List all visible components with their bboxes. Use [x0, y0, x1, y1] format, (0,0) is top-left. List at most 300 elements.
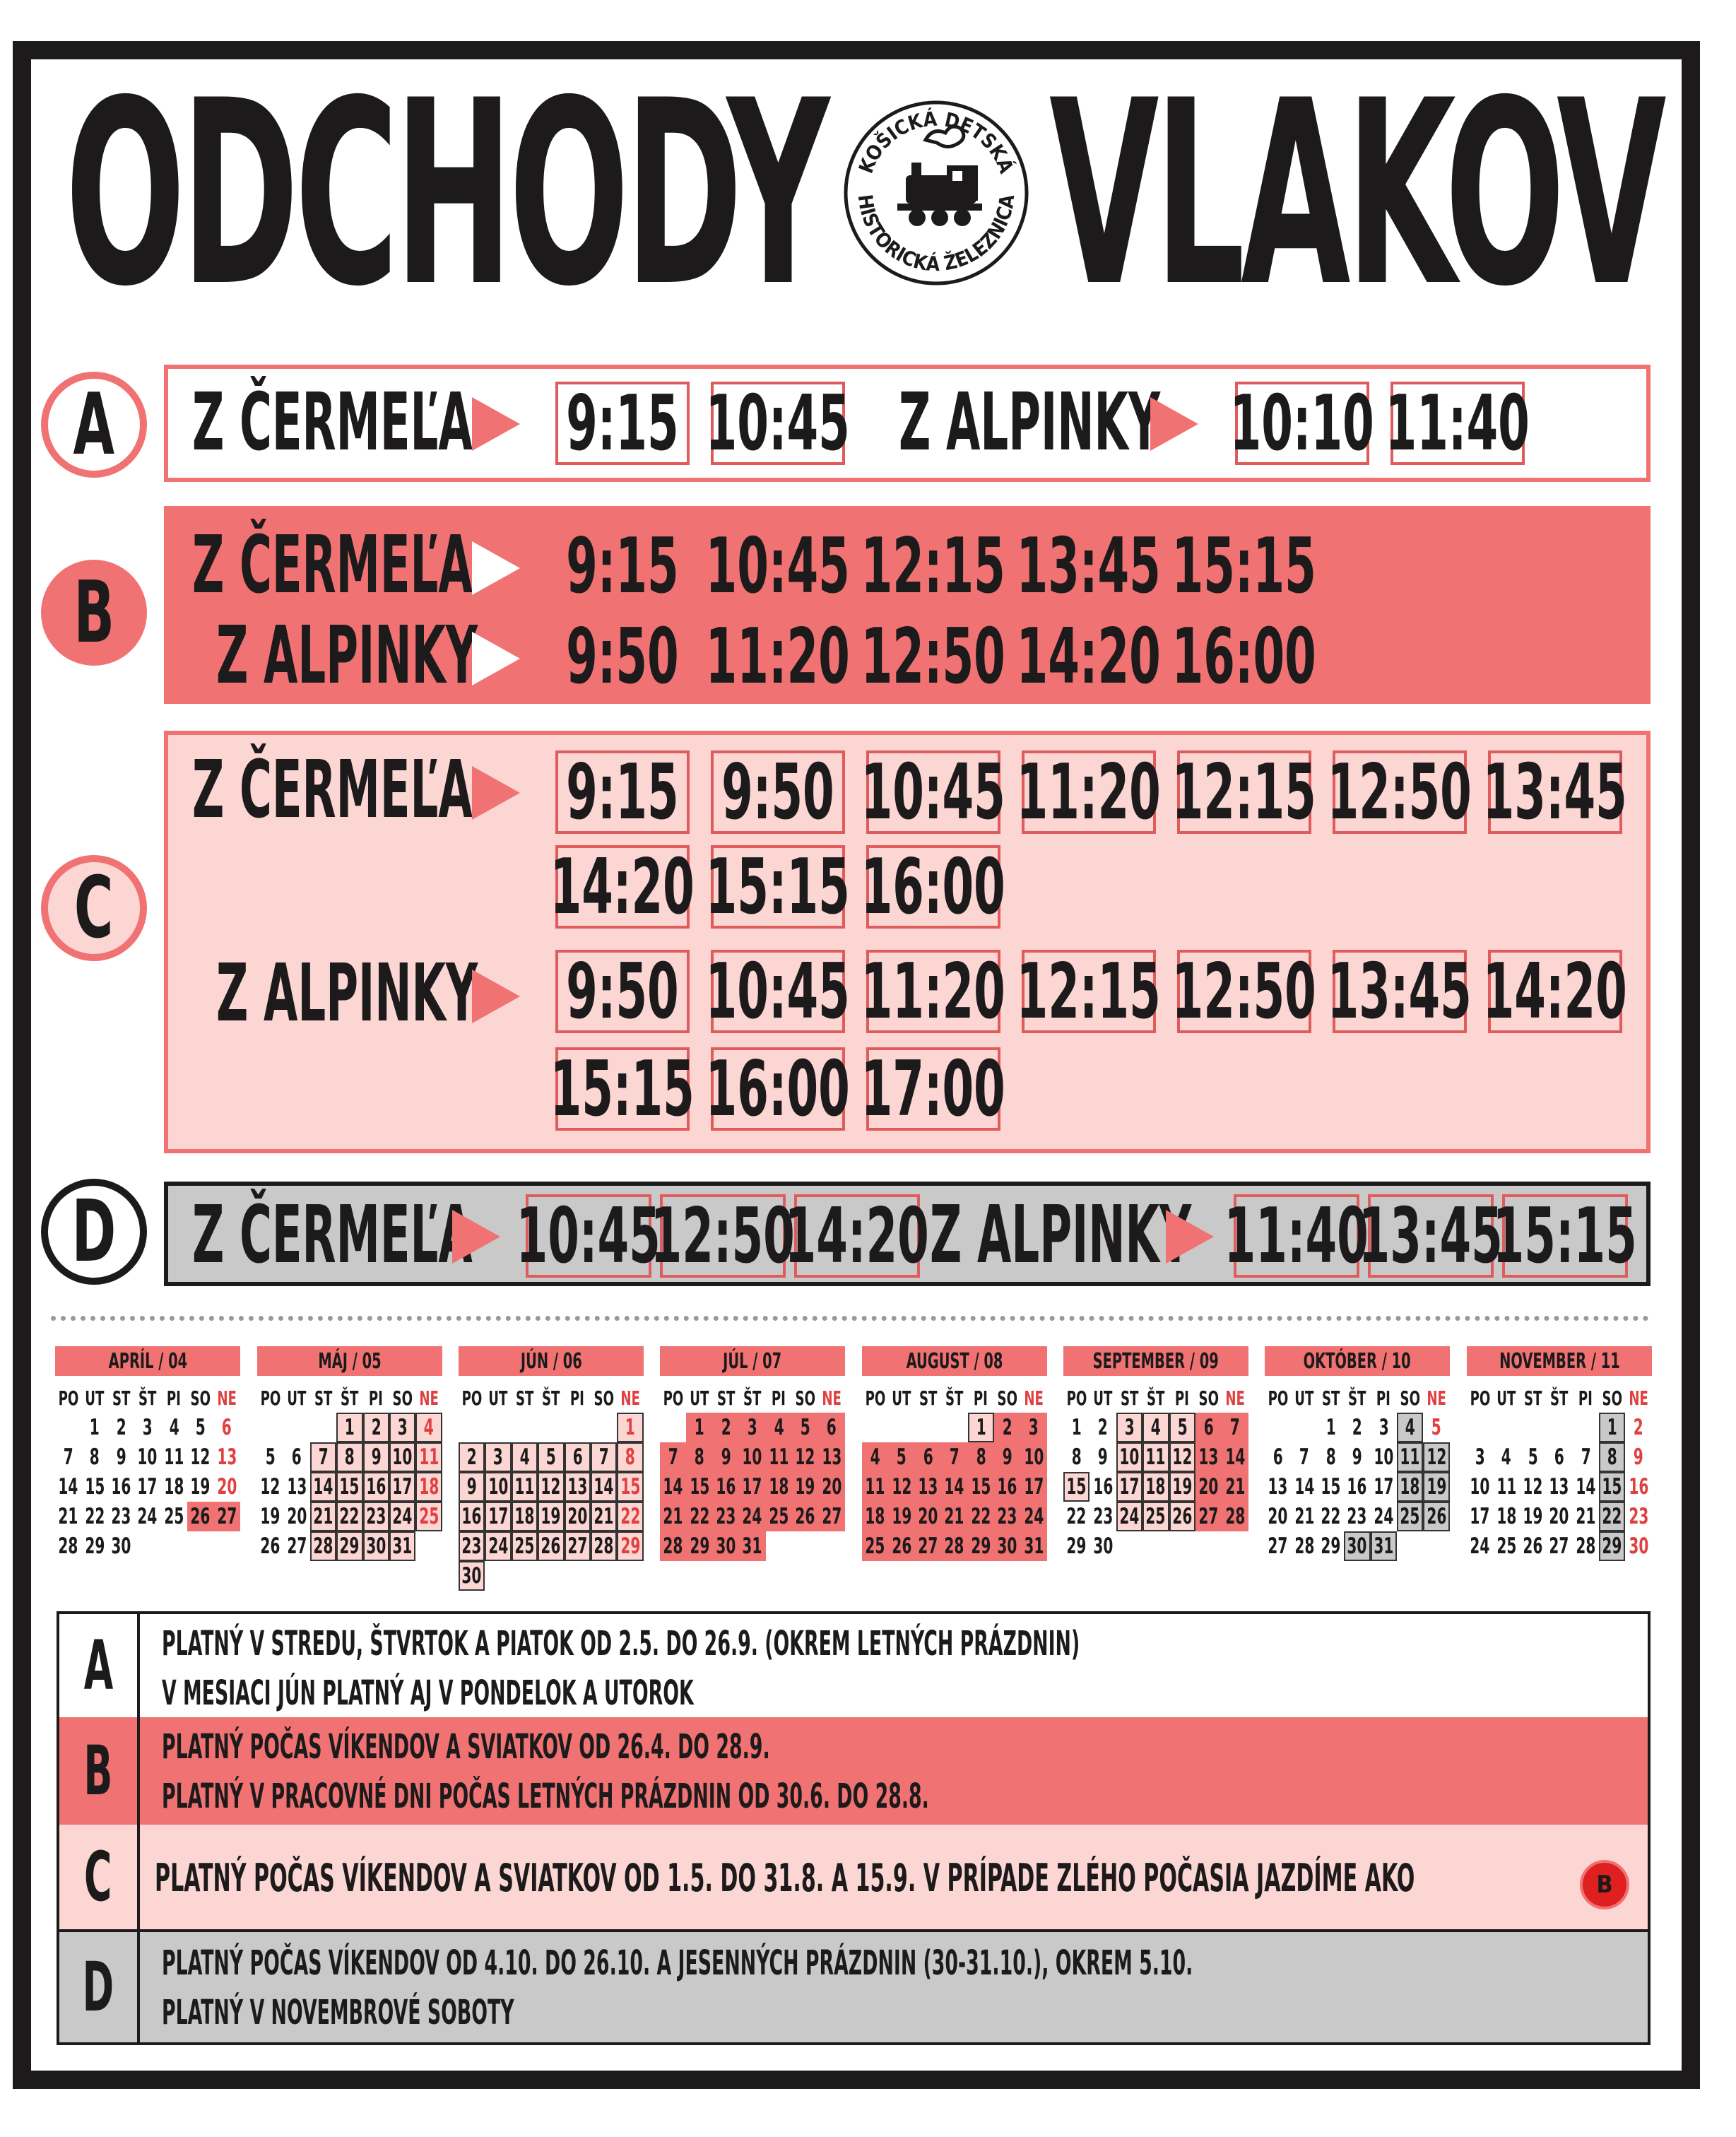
weekday-header: PI: [1175, 1386, 1190, 1410]
calendar-day: 8: [1599, 1442, 1625, 1472]
calendar-day: 27: [1268, 1533, 1288, 1559]
schedule-b-time: 14:20: [1016, 612, 1162, 701]
legend-b-line2: PLATNÝ V PRACOVNÉ DNI POČAS LETNÝCH PRÁZDNIN OD 30.6. DO 28.8.: [162, 1777, 929, 1816]
calendar-day: 30: [1344, 1531, 1370, 1561]
calendar-day: 18: [766, 1472, 792, 1502]
calendar-day: 24: [1374, 1504, 1394, 1529]
calendar-day: 9: [1634, 1444, 1644, 1470]
legend-a-line1: PLATNÝ V STREDU, ŠTVRTOK A PIATOK OD 2.5. DO 26.9. (OKREM LETNÝCH PRÁZDNIN): [162, 1624, 1080, 1664]
calendar-day: 6: [915, 1442, 941, 1472]
arrow-right-icon: [472, 766, 520, 820]
calendar-day: 28: [1294, 1533, 1315, 1559]
empty-cell: [591, 1413, 617, 1442]
calendar-day: 6: [818, 1413, 844, 1442]
schedule-c-time: 15:15: [705, 842, 851, 931]
calendar-day: 13: [217, 1444, 237, 1470]
calendar-day: 27: [915, 1531, 941, 1561]
calendar-day: 24: [1116, 1502, 1142, 1531]
calendar-day: 17: [739, 1472, 765, 1502]
schedule-a-from-cermel: Z ČERMEĽA: [192, 377, 473, 469]
arrow-right-icon: [472, 541, 520, 595]
calendar-day: 16: [111, 1474, 131, 1500]
weekday-header: UT: [1496, 1386, 1516, 1410]
calendar-day: 31: [739, 1531, 765, 1561]
logo-top-text: KOŠICKÁ DETSKÁ: [854, 107, 1019, 177]
calendar-day: 19: [190, 1474, 211, 1500]
calendar-day: 6: [222, 1415, 232, 1440]
calendar-day: 18: [164, 1474, 184, 1500]
calendar-day: 3: [1475, 1444, 1485, 1470]
month-title: OKTÓBER / 10: [1265, 1346, 1450, 1376]
calendar-day: 30: [713, 1531, 739, 1561]
calendar-day: 23: [1629, 1504, 1649, 1529]
legend-b-line1: PLATNÝ POČAS VÍKENDOV A SVIATKOV OD 26.4. DO 28.9.: [162, 1727, 770, 1767]
calendar-day: 20: [1195, 1472, 1222, 1502]
schedule-b-from-alpinka: Z ALPINKY: [216, 610, 478, 702]
calendar-day: 29: [968, 1531, 994, 1561]
weekday-header: PI: [167, 1386, 182, 1410]
calendar-day: 9: [363, 1442, 389, 1472]
calendar-day: 16: [994, 1472, 1020, 1502]
calendar-day: 21: [1576, 1504, 1596, 1529]
schedule-c-badge: C: [41, 855, 147, 961]
schedule-c-time: 16:00: [861, 842, 1006, 931]
calendar-day: 11: [862, 1472, 888, 1502]
calendar-day: 1: [1071, 1415, 1082, 1440]
calendar-day: 27: [1549, 1533, 1569, 1559]
empty-cell: [55, 1413, 81, 1442]
schedule-c-time: 9:15: [555, 750, 690, 834]
calendar-day: 1: [968, 1413, 994, 1442]
calendar-day: 29: [617, 1531, 643, 1561]
calendar-day: 24: [137, 1504, 158, 1529]
empty-cell: [485, 1413, 511, 1442]
calendar-day: 9: [713, 1442, 739, 1472]
calendar-day: 15: [686, 1472, 712, 1502]
calendar-day: 19: [1423, 1472, 1449, 1502]
calendar-day: 25: [415, 1502, 442, 1531]
weekday-header: SO: [190, 1386, 211, 1410]
calendar-day: 17: [1470, 1504, 1490, 1529]
schedule-b-badge: B: [41, 560, 147, 666]
calendar-day: 14: [941, 1472, 967, 1502]
schedule-c-time: 14:20: [550, 842, 695, 931]
calendar-day: 8: [336, 1442, 362, 1472]
calendar-day: 28: [58, 1533, 78, 1559]
arrow-right-icon: [1166, 1210, 1214, 1264]
legend-b: [57, 1717, 1651, 1825]
calendar-day: 28: [660, 1531, 686, 1561]
calendar-day: 13: [1549, 1474, 1569, 1500]
calendar-day: 26: [1523, 1533, 1543, 1559]
calendar-day: 11: [1142, 1442, 1169, 1472]
calendar-day: 1: [617, 1413, 643, 1442]
calendar-day: 14: [1294, 1474, 1315, 1500]
weekday-header: PO: [58, 1386, 79, 1410]
schedule-d-time: 13:45: [1358, 1191, 1504, 1281]
calendar-day: 11: [415, 1442, 442, 1472]
calendar-day: 26: [187, 1502, 213, 1531]
calendar-day: 21: [941, 1502, 967, 1531]
calendar-day: 20: [217, 1474, 237, 1500]
weekday-header: ŠT: [1348, 1386, 1366, 1410]
calendar-day: 3: [1116, 1413, 1142, 1442]
calendar-day: 14: [1576, 1474, 1596, 1500]
calendar-day: 19: [1169, 1472, 1195, 1502]
calendar-day: 12: [792, 1442, 818, 1472]
weekday-header: UT: [85, 1386, 105, 1410]
weekday-header: PI: [369, 1386, 384, 1410]
calendar-day: 10: [137, 1444, 158, 1470]
legend-a: [57, 1611, 1651, 1717]
schedule-c-time: 9:50: [555, 950, 690, 1033]
calendar-month: [1063, 1346, 1248, 1561]
month-title: JÚN / 06: [459, 1346, 644, 1376]
month-title: NOVEMBER / 11: [1467, 1346, 1652, 1376]
calendar-day: 20: [915, 1502, 941, 1531]
arrow-right-icon: [1150, 397, 1198, 451]
calendar-day: 3: [142, 1415, 153, 1440]
schedule-b-time: 15:15: [1171, 522, 1317, 611]
calendar-day: 27: [213, 1502, 240, 1531]
calendar-day: 15: [968, 1472, 994, 1502]
schedule-c-time: 11:20: [861, 947, 1006, 1036]
legend-d-letter: D: [59, 1932, 140, 2042]
calendar-day: 6: [1554, 1444, 1564, 1470]
calendar-day: 15: [1321, 1474, 1341, 1500]
empty-cell: [1291, 1413, 1317, 1442]
calendar-day: 4: [1501, 1444, 1512, 1470]
calendar-day: 17: [485, 1502, 511, 1531]
empty-cell: [1493, 1413, 1519, 1442]
calendar-day: 22: [336, 1502, 362, 1531]
calendar-day: 29: [1066, 1533, 1087, 1559]
calendar-day: 8: [1325, 1444, 1336, 1470]
weekday-header: NE: [620, 1386, 640, 1410]
empty-cell: [257, 1413, 283, 1442]
weekday-header: ST: [314, 1386, 333, 1410]
calendar-day: 4: [766, 1413, 792, 1442]
calendar-day: 18: [862, 1502, 888, 1531]
month-title: APRÍL / 04: [55, 1346, 240, 1376]
calendar-day: 15: [1599, 1472, 1625, 1502]
calendar-day: 29: [686, 1531, 712, 1561]
calendar-day: 27: [1195, 1502, 1222, 1531]
calendar-day: 17: [1374, 1474, 1394, 1500]
weekday-header: PO: [865, 1386, 886, 1410]
calendar-day: 13: [1195, 1442, 1222, 1472]
calendar-day: 21: [660, 1502, 686, 1531]
weekday-header: SO: [1198, 1386, 1219, 1410]
legend-b-letter: B: [59, 1717, 140, 1825]
calendar-day: 28: [310, 1531, 336, 1561]
month-title: SEPTEMBER / 09: [1063, 1346, 1248, 1376]
calendar-day: 8: [968, 1442, 994, 1472]
calendar-day: 12: [538, 1472, 564, 1502]
calendar-day: 3: [1020, 1413, 1046, 1442]
calendar-month: [459, 1346, 644, 1591]
weekday-header: UT: [1093, 1386, 1113, 1410]
weekday-header: NE: [822, 1386, 842, 1410]
calendar-day: 16: [1629, 1474, 1649, 1500]
calendar-day: 15: [617, 1472, 643, 1502]
calendar-day: 6: [565, 1442, 591, 1472]
empty-cell: [888, 1413, 914, 1442]
calendar-day: 8: [617, 1442, 643, 1472]
calendar-day: 11: [766, 1442, 792, 1472]
calendar-day: 24: [389, 1502, 415, 1531]
schedule-c-time: 17:00: [861, 1044, 1006, 1134]
weekday-header: ŠT: [1147, 1386, 1165, 1410]
calendar-day: 13: [565, 1472, 591, 1502]
divider: [51, 1316, 1649, 1321]
calendar-day: 12: [190, 1444, 211, 1470]
calendar-day: 26: [538, 1531, 564, 1561]
schedule-d-time: 10:45: [516, 1191, 661, 1281]
schedule-c-time: 10:45: [705, 947, 851, 1036]
calendar-day: 1: [1325, 1415, 1336, 1440]
weekday-header: NE: [1024, 1386, 1044, 1410]
schedule-d-from-alpinka: Z ALPINKY: [930, 1189, 1192, 1281]
weekday-header: SO: [795, 1386, 815, 1410]
calendar-day: 31: [1371, 1531, 1397, 1561]
calendar-day: 8: [1071, 1444, 1082, 1470]
calendar-day: 19: [1523, 1504, 1543, 1529]
weekday-header: PI: [1376, 1386, 1391, 1410]
calendar-day: 4: [1142, 1413, 1169, 1442]
empty-cell: [310, 1413, 336, 1442]
calendar-day: 26: [888, 1531, 914, 1561]
calendar-day: 13: [287, 1474, 307, 1500]
calendar-day: 1: [336, 1413, 362, 1442]
calendar-month: [257, 1346, 442, 1561]
weekday-header: SO: [392, 1386, 413, 1410]
calendar-day: 9: [116, 1444, 126, 1470]
schedule-a-time: 10:10: [1229, 379, 1375, 468]
legend-c-badge: B: [1580, 1860, 1629, 1909]
empty-cell: [1573, 1413, 1599, 1442]
calendar-month: [660, 1346, 845, 1561]
calendar-day: 27: [818, 1502, 844, 1531]
calendar-day: 12: [1169, 1442, 1195, 1472]
calendar-day: 10: [739, 1442, 765, 1472]
calendar-day: 25: [1397, 1502, 1423, 1531]
calendar-day: 1: [90, 1415, 100, 1440]
calendar-day: 30: [1093, 1533, 1114, 1559]
schedule-a-time: 10:45: [705, 379, 851, 468]
schedule-c-time: 12:50: [1171, 947, 1317, 1036]
weekday-header: ST: [112, 1386, 131, 1410]
calendar-day: 24: [1470, 1533, 1490, 1559]
calendar-day: 23: [363, 1502, 389, 1531]
calendar-day: 7: [660, 1442, 686, 1472]
weekday-header: ŠT: [341, 1386, 359, 1410]
calendar-day: 23: [1093, 1504, 1114, 1529]
calendar-day: 5: [538, 1442, 564, 1472]
schedule-c-time: 13:45: [1327, 947, 1472, 1036]
calendar-day: 7: [1581, 1444, 1591, 1470]
schedule-c-time: 16:00: [705, 1044, 851, 1134]
calendar-day: 2: [1352, 1415, 1362, 1440]
calendar-day: 28: [1576, 1533, 1596, 1559]
weekday-header: SO: [997, 1386, 1017, 1410]
empty-cell: [941, 1413, 967, 1442]
calendar-day: 20: [1549, 1504, 1569, 1529]
calendar-day: 30: [459, 1561, 485, 1591]
calendar-day: 8: [686, 1442, 712, 1472]
calendar-day: 23: [459, 1531, 485, 1561]
empty-cell: [512, 1413, 538, 1442]
logo-bottom-text: HISTORICKÁ ŽELEZNICA: [853, 193, 1020, 276]
calendar-day: 24: [485, 1531, 511, 1561]
weekday-header: ST: [515, 1386, 534, 1410]
schedule-c-time: 15:15: [550, 1044, 695, 1134]
schedule-b-time: 11:20: [705, 612, 851, 701]
calendar-day: 5: [195, 1415, 206, 1440]
calendar-day: 7: [1222, 1413, 1248, 1442]
calendar-day: 7: [1299, 1444, 1310, 1470]
calendar-day: 2: [1634, 1415, 1644, 1440]
weekday-header: ST: [1120, 1386, 1139, 1410]
calendar-day: 19: [792, 1472, 818, 1502]
calendar-day: 3: [1378, 1415, 1389, 1440]
schedule-c-from-cermel: Z ČERMEĽA: [192, 744, 473, 836]
calendar-day: 26: [1169, 1502, 1195, 1531]
calendar-day: 30: [111, 1533, 131, 1559]
calendar-day: 28: [941, 1531, 967, 1561]
calendar-day: 16: [1347, 1474, 1367, 1500]
arrow-right-icon: [472, 397, 520, 451]
weekday-header: ST: [919, 1386, 938, 1410]
weekday-header: PO: [461, 1386, 483, 1410]
calendar-day: 17: [389, 1472, 415, 1502]
weekday-header: NE: [419, 1386, 439, 1410]
calendar-day: 5: [1431, 1415, 1442, 1440]
schedule-d-time: 15:15: [1492, 1191, 1638, 1281]
schedule-c-time: 10:45: [861, 748, 1006, 837]
calendar-day: 11: [164, 1444, 184, 1470]
calendar-day: 14: [591, 1472, 617, 1502]
title-left: ODCHODY: [65, 46, 825, 342]
calendar-day: 29: [1321, 1533, 1341, 1559]
calendar-day: 4: [862, 1442, 888, 1472]
schedule-d-badge: D: [41, 1179, 147, 1285]
calendar-day: 17: [1116, 1472, 1142, 1502]
calendar-day: 10: [1116, 1442, 1142, 1472]
calendar-day: 30: [363, 1531, 389, 1561]
calendar-day: 10: [1470, 1474, 1490, 1500]
calendar-day: 13: [915, 1472, 941, 1502]
calendar-day: 22: [1321, 1504, 1341, 1529]
calendar-day: 25: [862, 1531, 888, 1561]
schedule-a-from-alpinka: Z ALPINKY: [899, 377, 1161, 469]
calendar-day: 2: [363, 1413, 389, 1442]
calendar-day: 16: [713, 1472, 739, 1502]
weekday-header: NE: [217, 1386, 237, 1410]
calendar-day: 4: [415, 1413, 442, 1442]
calendar-day: 16: [459, 1502, 485, 1531]
calendar-day: 3: [485, 1442, 511, 1472]
calendar-day: 2: [1098, 1415, 1109, 1440]
legend-a-letter: A: [59, 1614, 140, 1717]
calendar-day: 4: [1397, 1413, 1423, 1442]
calendar-day: 15: [1063, 1472, 1090, 1502]
calendar-day: 18: [1142, 1472, 1169, 1502]
empty-cell: [538, 1413, 564, 1442]
calendar-day: 22: [1599, 1502, 1625, 1531]
weekday-header: SO: [1400, 1386, 1420, 1410]
empty-cell: [915, 1413, 941, 1442]
calendar-day: 28: [1222, 1502, 1248, 1531]
weekday-header: ŠT: [743, 1386, 762, 1410]
calendar-day: 12: [1423, 1442, 1449, 1472]
calendar-day: 19: [260, 1504, 281, 1529]
legend-c: [57, 1825, 1651, 1932]
month-title: AUGUST / 08: [862, 1346, 1047, 1376]
schedule-b-time: 16:00: [1171, 612, 1317, 701]
calendar-day: 8: [90, 1444, 100, 1470]
weekday-header: NE: [1427, 1386, 1446, 1410]
legend-a-line2: V MESIACI JÚN PLATNÝ AJ V PONDELOK A UTOROK: [162, 1673, 694, 1713]
calendar-day: 2: [713, 1413, 739, 1442]
weekday-header: ST: [1523, 1386, 1542, 1410]
empty-cell: [1265, 1413, 1291, 1442]
calendar-month: [1265, 1346, 1450, 1561]
calendar-day: 23: [111, 1504, 131, 1529]
calendar-day: 14: [660, 1472, 686, 1502]
calendar-day: 15: [85, 1474, 105, 1500]
calendar-day: 21: [1222, 1472, 1248, 1502]
calendar-day: 25: [1142, 1502, 1169, 1531]
calendar-day: 21: [591, 1502, 617, 1531]
calendar-day: 6: [1195, 1413, 1222, 1442]
empty-cell: [565, 1413, 591, 1442]
calendar-day: 20: [1268, 1504, 1288, 1529]
weekday-header: NE: [1225, 1386, 1245, 1410]
schedule-b-time: 12:50: [861, 612, 1006, 701]
calendar-day: 5: [792, 1413, 818, 1442]
schedule-b-time: 13:45: [1016, 522, 1162, 611]
calendar-day: 26: [792, 1502, 818, 1531]
calendar-month: [1467, 1346, 1652, 1561]
schedule-c-time: 9:50: [711, 750, 845, 834]
weekday-header: PO: [1268, 1386, 1289, 1410]
schedule-d-time: 11:40: [1224, 1191, 1369, 1281]
calendar-day: 22: [1066, 1504, 1087, 1529]
schedule-a-time: 9:15: [555, 382, 690, 465]
schedule-c-time: 14:20: [1482, 947, 1628, 1036]
calendar-day: 2: [994, 1413, 1020, 1442]
schedule-b-time: 9:50: [566, 612, 679, 701]
schedule-c-time: 12:15: [1016, 947, 1162, 1036]
calendar-day: 24: [739, 1502, 765, 1531]
weekday-header: ST: [716, 1386, 736, 1410]
calendar-day: 22: [617, 1502, 643, 1531]
weekday-header: PO: [260, 1386, 281, 1410]
weekday-header: ŠT: [945, 1386, 964, 1410]
calendar-day: 10: [485, 1472, 511, 1502]
calendar-day: 14: [1222, 1442, 1248, 1472]
weekday-header: PI: [1578, 1386, 1593, 1410]
weekday-header: NE: [1629, 1386, 1648, 1410]
calendar-day: 4: [169, 1415, 179, 1440]
schedule-b-from-cermel: Z ČERMEĽA: [192, 519, 473, 611]
calendar-day: 26: [1423, 1502, 1449, 1531]
empty-cell: [1520, 1413, 1546, 1442]
legend-c-line1: PLATNÝ POČAS VÍKENDOV A SVIATKOV OD 1.5. DO 31.8. A 15.9. V PRÍPADE ZLÉHO POČASIA JAZDÍME AKO: [155, 1856, 1415, 1900]
schedule-b-time: 12:15: [861, 522, 1006, 611]
calendar-day: 28: [591, 1531, 617, 1561]
